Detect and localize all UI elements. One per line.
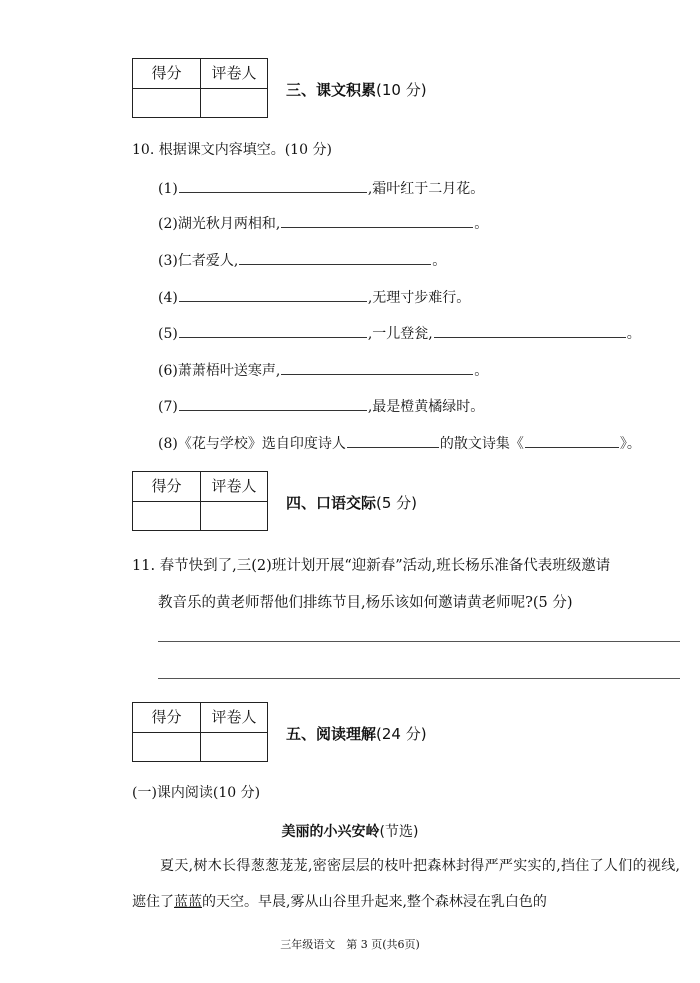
score-label: 得分 xyxy=(151,64,182,82)
item-text: 《花与学校》选自印度诗人 xyxy=(177,436,346,452)
item-text: 仁者爱人, xyxy=(177,253,239,269)
answer-line-2[interactable] xyxy=(158,678,680,679)
q10-item-6 xyxy=(158,360,488,380)
section3-points: (10 分) xyxy=(376,81,427,99)
q10-item-2 xyxy=(158,213,488,233)
section4-title xyxy=(286,492,417,513)
item-text: ,最是橙黄橘绿时。 xyxy=(367,399,485,415)
item-number: (1) xyxy=(158,181,178,197)
q11-line-1: 11. 春节快到了,三(2)班计划开展“迎新春”活动,班长杨乐准备代表班级邀请 xyxy=(132,558,611,574)
item-text: ,霜叶红于二月花。 xyxy=(367,181,485,197)
item-text: 的散文诗集《 xyxy=(439,436,524,452)
answer-line-1[interactable] xyxy=(158,641,680,642)
underlined-word: 蓝蓝 xyxy=(174,894,202,910)
grader-label: 评卷人 xyxy=(211,477,257,495)
item-text: ,一儿登瓮, xyxy=(367,326,433,342)
item-text: 。 xyxy=(474,363,489,379)
q10-item-5 xyxy=(158,323,641,343)
paragraph-text: 夏天,树木长得葱葱茏茏,密密层层的枝叶把森林封得严严实实的,挡住了人们的视线,遮住了 xyxy=(132,858,680,910)
item-number: (7) xyxy=(158,399,178,415)
answer-blank[interactable] xyxy=(347,433,439,448)
score-label: 得分 xyxy=(151,477,182,495)
q10-item-4 xyxy=(158,287,470,307)
score-table-section4 xyxy=(132,471,268,531)
item-number: (8) xyxy=(158,436,178,452)
item-text: 湖光秋月两相和, xyxy=(177,216,281,232)
item-number: (5) xyxy=(158,326,178,342)
answer-blank[interactable] xyxy=(281,360,473,375)
answer-blank[interactable] xyxy=(179,396,367,411)
answer-blank[interactable] xyxy=(179,287,367,302)
q11-line-2: 教音乐的黄老师帮他们排练节目,杨乐该如何邀请黄老师呢?(5 分) xyxy=(158,595,573,611)
section3-title xyxy=(286,79,427,100)
section5-title-text: 五、阅读理解 xyxy=(286,725,377,743)
section4-points: (5 分) xyxy=(376,494,418,512)
section4-title-text: 四、口语交际 xyxy=(286,494,377,512)
answer-blank[interactable] xyxy=(525,433,619,448)
reading-title xyxy=(0,821,700,841)
reading-paragraph xyxy=(132,848,680,920)
section5-title xyxy=(286,723,427,744)
q10-item-7 xyxy=(158,396,484,416)
section3-title-text: 三、课文积累 xyxy=(286,81,377,99)
answer-blank[interactable] xyxy=(239,250,431,265)
reading-title-text: 美丽的小兴安岭 xyxy=(281,824,380,840)
item-text: 》。 xyxy=(619,436,641,452)
page-footer: 三年级语文 第 3 页(共6页) xyxy=(280,938,420,951)
paragraph-text: 的天空。早晨,雾从山谷里升起来,整个森林浸在乳白色的 xyxy=(202,894,547,910)
q10-item-1 xyxy=(158,178,484,198)
score-table-section3 xyxy=(132,58,268,118)
score-label: 得分 xyxy=(151,708,182,726)
q10-item-3 xyxy=(158,250,446,270)
score-table-section5 xyxy=(132,702,268,762)
item-text: 萧萧梧叶送寒声, xyxy=(177,363,281,379)
item-number: (4) xyxy=(158,290,178,306)
section5-points: (24 分) xyxy=(376,725,427,743)
item-text: 。 xyxy=(474,216,489,232)
item-number: (3) xyxy=(158,253,178,269)
reading-title-note: (节选) xyxy=(379,824,419,840)
grader-label: 评卷人 xyxy=(211,64,257,82)
grader-label: 评卷人 xyxy=(211,708,257,726)
answer-blank[interactable] xyxy=(434,323,626,338)
q10-stem: 10. 根据课文内容填空。(10 分) xyxy=(132,142,332,158)
answer-blank[interactable] xyxy=(179,178,367,193)
q10-item-8 xyxy=(158,433,641,453)
answer-blank[interactable] xyxy=(281,213,473,228)
item-number: (2) xyxy=(158,216,178,232)
reading-part-label: (一)课内阅读(10 分) xyxy=(132,785,261,801)
item-text: ,无理寸步难行。 xyxy=(367,290,471,306)
item-number: (6) xyxy=(158,363,178,379)
item-text: 。 xyxy=(626,326,641,342)
item-text: 。 xyxy=(432,253,447,269)
answer-blank[interactable] xyxy=(179,323,367,338)
